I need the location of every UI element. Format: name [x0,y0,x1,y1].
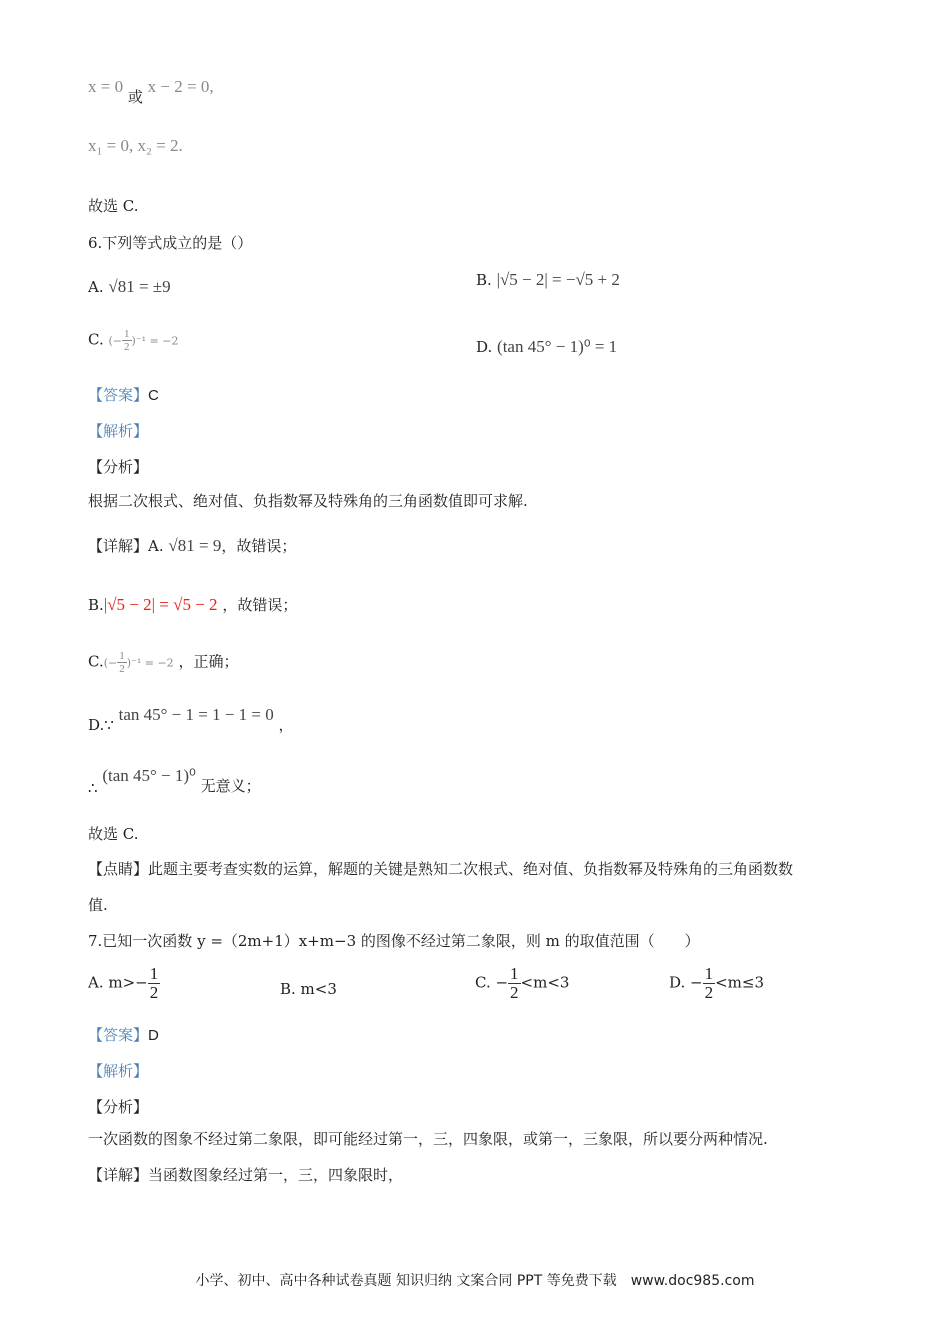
detail-d-label: D.∵ [88,716,114,734]
detail-a-label: A. [148,537,164,555]
q7-option-d-frac [703,965,716,1002]
detail-d-tail: ， [278,716,294,734]
q6-option-a-math: √81 = ±9 [108,277,171,296]
q6-option-c-post: )⁻¹ = −2 [131,334,179,348]
q6-detail-b [88,594,297,616]
frac-den: 2 [704,983,714,1002]
prev-eq-b: x − 2 = 0, [147,77,214,96]
q6-detail-d [88,704,294,734]
q7-option-d [669,965,764,1002]
q6-detail-d2 [88,765,261,797]
detail-c-frac [117,650,127,675]
answer-tag: 【答案】 [88,387,149,404]
answer-value: D [148,1027,159,1044]
answer-tag: 【答案】 [88,1027,149,1044]
analysis-tag: 【解析】 [88,1063,149,1080]
q6-detail-c [88,650,238,675]
q6-fenxi-tag: 【分析】 [88,458,149,476]
detail-d2-tail: 无意义； [200,777,261,795]
detail-c-tail: ，正确； [178,652,239,671]
q7-answer [88,1024,159,1047]
q7-option-c [475,965,569,1002]
frac-num: 1 [149,964,159,983]
detail-b-tail: ，故错误； [222,596,298,614]
q7-option-c-post: <m<3 [520,973,570,992]
dianjing-text: 此题主要考查实数的运算，解题的关键是熟知二次根式、绝对值、负指数幂及特殊角的三角函数数 [148,860,794,878]
q6-option-b-math: |√5 − 2| = −√5 + 2 [496,270,620,289]
frac-num: 1 [119,650,125,662]
q7-fenxi-text: 一次函数的图象不经过第二象限，即可能经过第一，三，四象限，或第一，三象限，所以要分两种情况. [88,1130,768,1148]
q6-answer [88,384,159,407]
prev-or: 或 [127,88,143,106]
detail-d2-math: (tan 45° − 1)⁰ [102,766,196,785]
answer-value: C [148,387,159,404]
q7-option-c-frac [508,965,521,1002]
q6-analysis-tag [88,420,148,443]
q7-analysis-tag [88,1060,148,1083]
q6-option-a [88,277,171,297]
q7-detail [88,1164,403,1186]
frac-den: 2 [124,341,130,353]
detail-c-post: )⁻¹ = −2 [126,656,174,670]
frac-den: 2 [149,983,159,1002]
q6-detail-a [88,535,296,557]
detail-c-label: C. [88,652,104,671]
frac-num: 1 [704,964,714,983]
q6-fenxi-text: 根据二次根式、绝对值、负指数幂及特殊角的三角函数值即可求解. [88,492,528,510]
q6-option-c-label: C. [88,330,104,349]
q7-option-d-pre: D. − [669,973,703,992]
q7-option-a [88,965,160,1002]
q6-option-d [476,337,617,357]
q6-option-c-frac [122,328,132,353]
detail-text: 当函数图象经过第一，三，四象限时， [148,1166,404,1184]
detail-tag: 【详解】 [88,1166,149,1184]
q6-option-d-math: (tan 45° − 1)⁰ = 1 [497,337,618,356]
q7-option-d-post: <m≤3 [715,973,765,992]
q7-option-b: B. m<3 [280,980,337,998]
q6-dianjing-2: 值. [88,896,108,914]
detail-c-pre: (− [103,656,118,670]
q7-option-c-pre: C. − [475,973,509,992]
q7-fenxi-tag: 【分析】 [88,1098,149,1116]
q6-dianjing-1 [88,858,793,880]
q7-option-a-frac [148,965,161,1002]
q6-conclusion: 故选 C. [88,825,139,843]
analysis-tag: 【解析】 [88,423,149,440]
q6-option-a-label: A. [88,278,104,296]
frac-num: 1 [124,328,130,340]
prev-line-1 [88,76,214,106]
q6-option-c [88,328,178,353]
prev-roots: x₁ = 0, x₂ = 2. [88,136,183,155]
detail-b-math: |√5 − 2| = √5 − 2 [103,595,218,614]
detail-d-math: tan 45° − 1 = 1 − 1 = 0 [118,705,274,724]
q6-option-b-label: B. [476,271,492,289]
q7-option-a-text: A. m>− [88,973,148,992]
detail-a-tail: ，故错误； [221,537,297,555]
q6-option-b [476,270,620,290]
prev-conclusion: 故选 C. [88,197,139,215]
detail-tag: 【详解】 [88,537,149,555]
prev-line-2 [88,135,183,157]
q6-option-d-label: D. [476,338,493,356]
q6-stem: 6.下列等式成立的是（） [88,234,253,252]
dianjing-tag: 【点睛】 [88,860,149,878]
frac-num: 1 [510,964,519,983]
frac-den: 2 [510,983,519,1002]
page-footer: 小学、初中、高中各种试卷真题 知识归纳 文案合同 PPT 等免费下载 www.doc985.com [195,1273,755,1289]
prev-eq-a: x = 0 [88,77,124,96]
detail-a-math: √81 = 9 [168,536,222,555]
therefore-symbol: ∴ [88,779,98,797]
frac-den: 2 [119,663,125,675]
detail-b-label: B. [88,596,104,614]
q7-stem: 7.已知一次函数 y =（2m+1）x+m−3 的图像不经过第二象限，则 m 的取值范围（ ） [88,932,700,950]
q6-option-c-pre: (− [108,334,123,348]
